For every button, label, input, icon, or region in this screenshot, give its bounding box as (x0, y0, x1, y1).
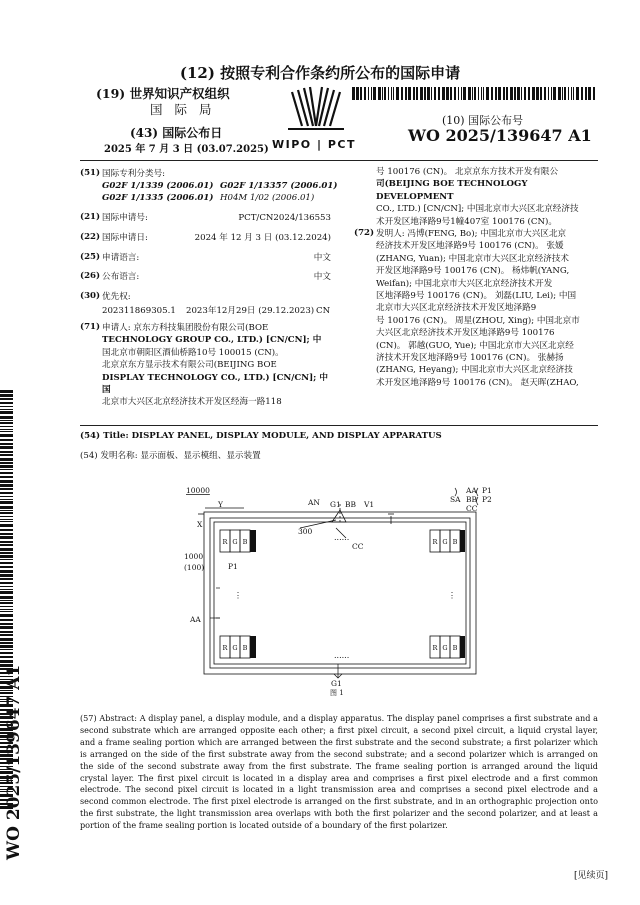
svg-text:R: R (222, 538, 228, 546)
priority-app-number: 202311869305.1 (102, 306, 176, 316)
inventor-line: 开发区地泽路9号 100176 (CN)。 杨炜帆(YANG, (376, 266, 570, 277)
field-30-label: 优先权: (102, 292, 131, 302)
svg-text:R: R (222, 644, 228, 652)
svg-text:B: B (452, 538, 458, 546)
svg-text:B: B (452, 644, 458, 652)
biblio-divider (80, 425, 598, 426)
field-30-num: (30) (80, 291, 101, 301)
applicant-line: 申请人: 京东方科技集团股份有限公司(BOE (102, 323, 269, 333)
inventor-line: (CN)。 郭越(GUO, Yue); 中国北京市大兴区北京经 (376, 340, 574, 351)
ipc-code-4: H04M 1/02 (2006.01) (220, 193, 315, 203)
label-y: Y (218, 500, 223, 509)
inventor-line: 大兴区北京经济技术开发区地泽路9号 100176 (376, 328, 555, 339)
field-22-label: 国际申请日: (102, 233, 148, 243)
filing-language: 中文 (313, 253, 331, 263)
field-72-num: (72) (354, 228, 375, 238)
inventor-line: 号 100176 (CN)。 周星(ZHOU, Xing); 中国北京市 (376, 315, 580, 326)
label-p1: P1 (228, 562, 238, 571)
applicant-line: 司(BEIJING BOE TECHNOLOGY DEVELOPMENT (376, 179, 528, 202)
inventors-block (376, 228, 594, 389)
inventor-line: (ZHANG, Yuan); 中国北京市大兴区北京经济技术 (376, 253, 569, 264)
svg-text:G: G (232, 644, 238, 652)
ipc-code-3: G02F 1/1335 (2006.01) (102, 193, 214, 203)
inventor-line: 发明人: 冯博(FENG, Bo); 中国北京市大兴区北京 (376, 229, 567, 239)
ipc-code-2: G02F 1/13357 (2006.01) (220, 181, 338, 191)
top-barcode-icon (352, 87, 596, 100)
priority-country: CN (316, 306, 331, 316)
applicant-line: 号 100176 (CN)。 北京京东方技术开发有限公 (376, 167, 559, 177)
svg-text:G: G (442, 538, 448, 546)
filing-date: 2024 年 12 月 3 日 (03.12.2024) (194, 233, 331, 243)
abstract-text: (57) Abstract: A display panel, a display module, and a display apparatus. The display panel comprises a first substrate and a second substrate which are arranged opposite each other; a first pixel circuit, a second pixel circuit, a liquid crystal layer, and a frame sealing portion which are arranged between the first substrate and the second substrate; a first polarizer which is arranged on the side of the first substrate away from the second substrate; and a second polarizer which is arranged on the side of the second substrate away from the first substrate. The frame sealing portion is arranged around the liquid crystal layer. The first pixel circuit is located in a display area and comprises a first pixel electrode and a first common electrode. The second pixel circuit is located in a light transmission area and comprises a second pixel electrode and a second common electrode. The first pixel electrode is arranged on the first substrate, and in an orthographic projection onto the first substrate, the light transmission area overlaps with both the first polarizer and the second polarizer, and at least a portion of the frame sealing portion is located outside of a boundary of the first polarizer. (80, 713, 598, 831)
field-25-num: (25) (80, 252, 101, 262)
svg-text:B: B (242, 644, 248, 652)
applicants-block (102, 322, 334, 409)
wipo-logo-icon (286, 84, 346, 134)
applicant-line: 术开发区地泽路9号1幢407室 100176 (CN)。 (376, 216, 557, 227)
publication-date: 2025 年 7 月 3 日 (03.07.2025) (104, 144, 269, 155)
svg-text:G: G (232, 538, 238, 546)
applicant-line: 北京京东方显示技术有限公司(BEIJING BOE (102, 360, 277, 371)
label-v1: V1 (364, 500, 375, 509)
svg-text:B: B (242, 538, 248, 546)
ref-10000: 10000 (186, 486, 210, 495)
svg-text:⋮: ⋮ (448, 591, 456, 600)
inventor-line: 术开发区地泽路9号 100176 (CN)。 赵天晖(ZHAO, (376, 377, 579, 388)
label-bb: BB (345, 500, 357, 509)
label-cc2: CC (466, 504, 478, 513)
side-publication-number: WO 2025/139647 A1 (4, 664, 24, 860)
label-an: AN (308, 498, 320, 507)
field-71-num: (71) (80, 322, 101, 332)
label-100: (100) (184, 563, 205, 572)
label-cc: CC (352, 542, 364, 551)
inventor-line: Weifan); 中国北京市大兴区北京经济技术开发 (376, 278, 553, 289)
publication-number-label: (10) 国际公布号 (442, 114, 524, 127)
inventor-line: 区地泽路9号 100176 (CN)。 刘磊(LIU, Lei); 中国 (376, 291, 577, 302)
priority-date: 2023年12月29日 (29.12.2023) (186, 306, 315, 316)
publication-language: 中文 (313, 272, 331, 282)
label-p2: P2 (482, 495, 492, 504)
label-p1-top: P1 (482, 486, 492, 495)
label-g1-bottom: G1 (331, 679, 342, 688)
org-bureau: 国 际 局 (150, 102, 216, 117)
field-51-num: (51) (80, 168, 101, 178)
applicant-line: DISPLAY TECHNOLOGY CO., LTD.) [CN/CN]; 中国 (102, 372, 328, 396)
svg-text:R: R (432, 644, 438, 652)
field-22-num: (22) (80, 232, 101, 242)
inventor-line: (ZHANG, Heyang); 中国北京市大兴区北京经济技 (376, 365, 573, 376)
title-chinese: (54) 发明名称: 显示面板、显示模组、显示装置 (80, 451, 261, 461)
svg-text:......: ...... (334, 651, 350, 660)
field-21-label: 国际申请号: (102, 213, 148, 223)
figure-1-drawing (176, 478, 496, 700)
inventor-line: 北京市大兴区北京经济技术开发区地泽路9 (376, 303, 537, 314)
label-aa: AA (190, 615, 201, 624)
label-1000: 1000 (184, 552, 204, 561)
document-title: (12) 按照专利合作条约所公布的国际申请 (179, 64, 461, 82)
applicant-line: CO., LTD.) [CN/CN]; 中国北京市大兴区北京经济技 (376, 204, 579, 215)
field-51-label: 国际专利分类号: (102, 169, 166, 179)
figure-caption: 图 1 (330, 689, 344, 697)
field-21-num: (21) (80, 212, 101, 222)
svg-text:R: R (432, 538, 438, 546)
inventor-line: 经济技术开发区地泽路9号 100176 (CN)。 张媛 (376, 241, 564, 252)
inventor-line: 济技术开发区地泽路9号 100176 (CN)。 张赫扬 (376, 353, 564, 364)
label-300: 300 (298, 527, 313, 536)
org-name: (19) 世界知识产权组织 (96, 86, 230, 101)
applicant-line: 北京市大兴区北京经济技术开发区经海一路118 (102, 397, 282, 408)
ipc-code-1: G02F 1/1339 (2006.01) (102, 181, 214, 191)
continued-marker: [见续页] (573, 871, 608, 881)
pixel-groups (220, 530, 465, 658)
label-sa: SA (450, 495, 461, 504)
svg-text:......: ...... (334, 533, 350, 542)
publication-date-label: (43) 国际公布日 (130, 126, 223, 140)
header-divider (80, 160, 598, 161)
applicant-line: TECHNOLOGY GROUP CO., LTD.) [CN/CN]; 中 (102, 335, 322, 346)
title-english: (54) Title: DISPLAY PANEL, DISPLAY MODULE, AND DISPLAY APPARATUS (80, 431, 442, 441)
svg-text:⋮: ⋮ (234, 591, 242, 600)
field-25-label: 申请语言: (102, 253, 140, 263)
applicant-line: 国北京市朝阳区酒仙桥路10号 100015 (CN)。 (102, 347, 284, 358)
label-g1: G1 (330, 500, 341, 509)
field-26-num: (26) (80, 271, 101, 281)
label-x: X (197, 520, 203, 529)
wipo-pct-logo-text: WIPO | PCT (272, 138, 356, 151)
field-26-label: 公布语言: (102, 272, 140, 282)
label-bb2: BB (466, 495, 478, 504)
publication-number: WO 2025/139647 A1 (408, 126, 592, 145)
svg-text:G: G (442, 644, 448, 652)
application-number: PCT/CN2024/136553 (238, 213, 331, 223)
applicants-continued (376, 166, 594, 228)
label-aa-top: AA (466, 486, 477, 495)
